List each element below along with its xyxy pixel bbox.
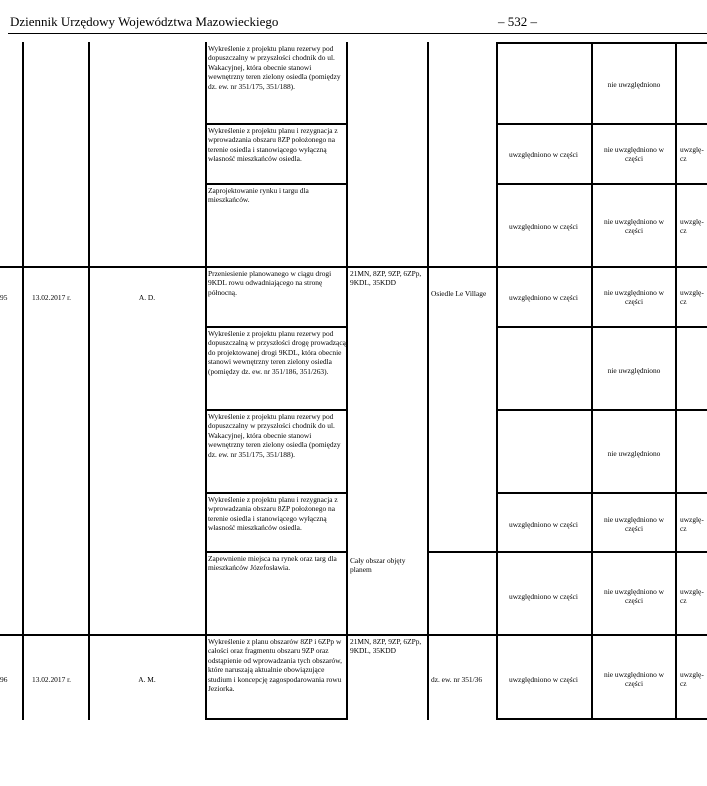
resolution-b: nie uwzględniono xyxy=(607,80,661,89)
journal-title: Dziennik Urzędowy Województwa Mazowieckiego xyxy=(10,14,279,29)
resolution-c: uwzglę-cz xyxy=(680,217,704,236)
grid-line xyxy=(205,718,348,720)
area-location: Osiedle Le Village xyxy=(431,289,487,298)
grid-line xyxy=(346,42,348,720)
resolution-b: nie uwzględniono xyxy=(607,449,661,458)
resolution-a: uwzględniono w części xyxy=(509,592,578,601)
resolution-a: uwzględniono w części xyxy=(509,222,578,231)
resolution-b: nie uwzględniono w części xyxy=(604,587,664,606)
area-location: dz. ew. nr 351/36 xyxy=(431,675,483,684)
request-text: Wykreślenie z projektu planu rezerwy pod dopuszczalny w przyszłości chodnik do ul. Wakacyjnej, która obecnie stanowi wewnętrzny teren zielony osiedla (pomiędzy dz. ew. nr 351/175, 351/188). xyxy=(208,44,341,91)
grid-line xyxy=(205,183,348,185)
grid-line xyxy=(205,42,207,720)
plan-designation: 21MN, 8ZP, 9ZP, 6ZPp, 9KDL, 35KDD xyxy=(350,269,422,288)
resolution-c: uwzglę-cz xyxy=(680,145,704,164)
resolution-c: uwzglę-cz xyxy=(680,515,704,534)
entry-date: 13.02.2017 r. xyxy=(32,293,72,302)
grid-line xyxy=(205,123,348,125)
grid-line xyxy=(496,42,707,44)
resolution-a: uwzględniono w części xyxy=(509,293,578,302)
entry-date: 13.02.2017 r. xyxy=(32,675,72,684)
resolution-c: uwzglę-cz xyxy=(680,587,704,606)
resolution-c: uwzglę-cz xyxy=(680,288,704,307)
resolution-b: nie uwzględniono w części xyxy=(604,670,664,689)
plan-designation: 21MN, 8ZP, 9ZP, 6ZPp, 9KDL, 35KDD xyxy=(350,637,422,656)
request-text: Przeniesienie planowanego w ciągu drogi 9KDL rowu odwadniającego na stronę północną. xyxy=(208,269,332,297)
resolution-b: nie uwzględniono w części xyxy=(604,217,664,236)
grid-line xyxy=(591,42,593,720)
grid-line xyxy=(205,409,348,411)
grid-line xyxy=(496,123,707,125)
page-number: – 532 – xyxy=(498,14,537,29)
resolution-b: nie uwzględniono w części xyxy=(604,515,664,534)
grid-line xyxy=(0,266,707,268)
grid-line xyxy=(496,718,707,720)
entry-number: 96 xyxy=(0,675,8,684)
request-text: Wykreślenie z projektu planu i rezygnacja z wprowadzania obszaru 8ZP położonego na terenie osiedla i stanowiącego wyłączną własność mieszkańców osiedla. xyxy=(208,495,338,533)
header-rule xyxy=(8,33,707,34)
grid-line xyxy=(0,634,707,636)
grid-line xyxy=(88,42,90,720)
resolution-a: uwzględniono w części xyxy=(509,520,578,529)
resolution-a: uwzględniono w części xyxy=(509,150,578,159)
grid-line xyxy=(427,551,707,553)
resolution-b: nie uwzględniono w części xyxy=(604,145,664,164)
request-text: Zaprojektowanie rynku i targu dla mieszkańców. xyxy=(208,186,309,205)
entry-number: 95 xyxy=(0,293,8,302)
entry-author: A. M. xyxy=(138,675,156,684)
grid-line xyxy=(496,42,498,720)
grid-line xyxy=(496,326,707,328)
entry-author: A. D. xyxy=(138,293,156,302)
grid-line xyxy=(205,551,348,553)
grid-line xyxy=(22,42,24,720)
request-text: Zapewnienie miejsca na rynek oraz targ dla mieszkańców Józefosławia. xyxy=(208,554,337,573)
request-text: Wykreślenie z projektu planu rezerwy pod dopuszczalny w przyszłości chodnik do ul. Wakacyjnej, która obecnie stanowi wewnętrzny teren zielony osiedla (pomiędzy dz. ew. nr 351/175, 351/188). xyxy=(208,412,341,459)
grid-line xyxy=(675,42,677,720)
resolution-b: nie uwzględniono xyxy=(607,366,661,375)
request-text: Wykreślenie z planu obszarów 8ZP i 6ZPp w całości oraz fragmentu obszaru 9ZP oraz odstąpienie od wprowadzania tych obszarów, które naruszają aktualnie obowiązujące studium i koncepcję zagospodarowania rowu Jeziorka. xyxy=(208,637,342,694)
grid-line xyxy=(496,492,707,494)
plan-designation: Cały obszar objęty planem xyxy=(350,556,406,575)
request-text: Wykreślenie z projektu planu i rezygnacja z wprowadzania obszaru 8ZP położonego na terenie osiedla i stanowiącego wyłączną własność mieszkańców osiedla. xyxy=(208,126,338,164)
grid-line xyxy=(205,326,348,328)
grid-line xyxy=(427,42,429,720)
grid-line xyxy=(496,409,707,411)
request-text: Wykreślenie z projektu planu rezerwy pod dopuszczalną w przyszłości drogę prowadzącą do projektowanej drogi 9KDL, która obecnie stanowi wewnętrzny teren zielony osiedla (pomiędzy dz. ew. nr 351/186, 351/263). xyxy=(208,329,346,376)
resolution-a: uwzględniono w części xyxy=(509,675,578,684)
grid-line xyxy=(496,183,707,185)
resolution-b: nie uwzględniono w części xyxy=(604,288,664,307)
grid-line xyxy=(205,492,348,494)
resolution-c: uwzglę-cz xyxy=(680,670,704,689)
